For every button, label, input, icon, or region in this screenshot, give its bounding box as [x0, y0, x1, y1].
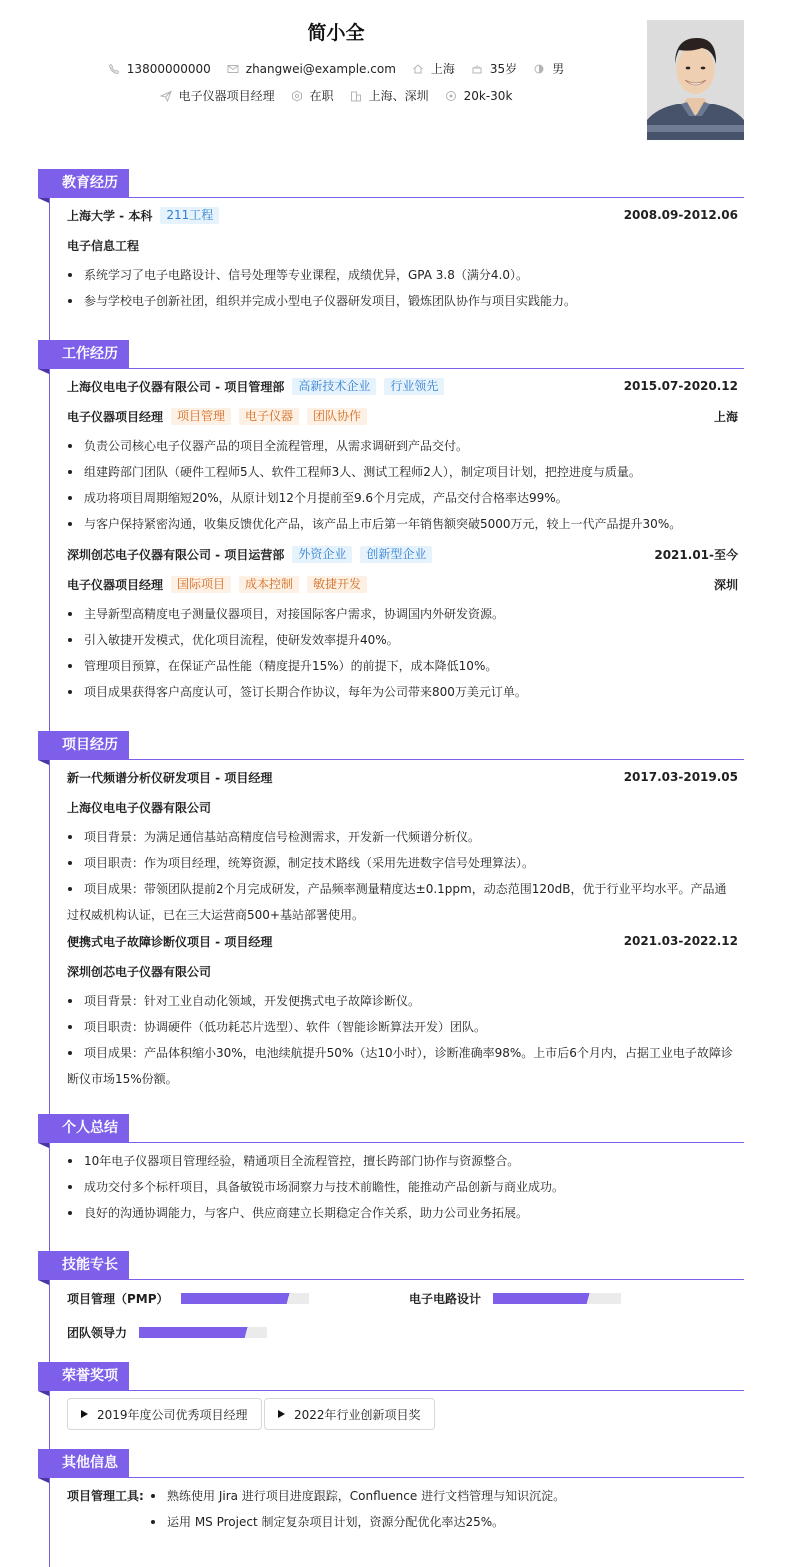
- company-tag: 创新型企业: [360, 546, 432, 563]
- phone-text: 13800000000: [126, 61, 211, 76]
- avatar: [647, 20, 744, 140]
- salary-info: [445, 89, 513, 103]
- role-tag: 电子仪器: [239, 408, 299, 425]
- list-item: 熟练使用 Jira 进行项目进度跟踪，Confluence 进行文档管理与知识沉淀。: [150, 1483, 740, 1509]
- education-bullets: [67, 262, 738, 314]
- position-text: 电子仪器项目经理: [178, 89, 275, 103]
- work-date: 2015.07-2020.12: [623, 379, 738, 393]
- work-date: 2021.01-至今: [654, 547, 738, 562]
- skill-bar: [181, 1293, 309, 1304]
- target-city-text: 上海、深圳: [368, 89, 429, 103]
- project-date: 2021.03-2022.12: [623, 934, 738, 948]
- section-title-fold: [38, 1143, 49, 1148]
- section-title-fold: [38, 1280, 49, 1285]
- work-location: 深圳: [713, 577, 738, 592]
- send-icon: [160, 90, 172, 102]
- role-tag: 敏捷开发: [307, 576, 367, 593]
- company-name: 上海仪电电子仪器有限公司 - 项目管理部: [67, 379, 285, 394]
- skill-label: 团队领导力: [67, 1325, 128, 1340]
- section-divider: [129, 368, 744, 369]
- list-item: 项目职责：协调硬件（低功耗芯片选型）、软件（智能诊断算法开发）团队。: [67, 1014, 738, 1040]
- list-item: 引入敏捷开发模式，优化项目流程，使研发效率提升40%。: [67, 627, 738, 653]
- list-item: 项目职责：作为项目经理，统筹资源，制定技术路线（采用先进数字信号处理算法）。: [67, 850, 738, 876]
- project-bullets-2: [67, 988, 738, 1092]
- list-item: 项目背景：为满足通信基站高精度信号检测需求，开发新一代频谱分析仪。: [67, 824, 738, 850]
- summary-bullets: [67, 1148, 738, 1226]
- home-icon: [412, 63, 424, 75]
- skill-label: 电子电路设计: [409, 1291, 482, 1306]
- section-title-fold: [38, 198, 49, 203]
- skill-bar-fill: [493, 1293, 595, 1304]
- school-tag: 211工程: [160, 207, 219, 224]
- list-item: 参与学校电子创新社团，组织并完成小型电子仪器研发项目，锻炼团队协作与项目实践能力。: [67, 288, 738, 314]
- other-label: 项目管理工具:: [67, 1489, 144, 1503]
- major: 电子信息工程: [67, 238, 140, 253]
- role-tag: 成本控制: [239, 576, 299, 593]
- company-tag: 行业领先: [384, 378, 444, 395]
- list-item: 主导新型高精度电子测量仪器项目，对接国际客户需求，协调国内外研发资源。: [67, 601, 738, 627]
- position-info: [160, 87, 275, 104]
- award-item[interactable]: [67, 1398, 262, 1430]
- list-item: 与客户保持紧密沟通，收集反馈优化产品，该产品上市后第一年销售额突破5000万元，较上一代产品提升30%。: [67, 511, 738, 537]
- work-role-1: [67, 407, 738, 425]
- education-header: [67, 206, 738, 224]
- list-item: 运用 MS Project 制定复杂项目计划，资源分配优化率达25%。: [150, 1509, 740, 1535]
- project-company: 上海仪电电子仪器有限公司: [67, 800, 212, 815]
- list-item: 成功交付多个标杆项目，具备敏锐市场洞察力与技术前瞻性，能推动产品创新与商业成功。: [67, 1174, 738, 1200]
- skill-bar: [139, 1327, 267, 1338]
- project-title: 新一代频谱分析仪研发项目 - 项目经理: [67, 770, 273, 785]
- section-title-summary: 个人总结: [38, 1114, 129, 1143]
- skill-item: [409, 1289, 621, 1307]
- phone-icon: [108, 63, 120, 75]
- skill-item: [67, 1323, 267, 1341]
- award-label: 2022年行业创新项目奖: [294, 1407, 421, 1422]
- company-name: 深圳创芯电子仪器有限公司 - 项目运营部: [67, 547, 285, 562]
- school-name: 上海大学 - 本科: [67, 208, 153, 223]
- salary-text: 20k-30k: [463, 88, 513, 103]
- list-item: 项目成果：产品体积缩小30%，电池续航提升50%（达10小时），诊断准确率98%。上市后6个月内，占据工业电子故障诊断仪市场15%份额。: [67, 1040, 738, 1092]
- list-item: 项目背景：针对工业自动化领域，开发便携式电子故障诊断仪。: [67, 988, 738, 1014]
- section-divider: [129, 1477, 744, 1478]
- project-title: 便携式电子故障诊断仪项目 - 项目经理: [67, 934, 273, 949]
- skill-bar-fill: [139, 1327, 254, 1338]
- play-icon: [278, 1410, 285, 1418]
- section-divider: [129, 1142, 744, 1143]
- role-tag: 团队协作: [307, 408, 367, 425]
- section-title-fold: [38, 1478, 49, 1483]
- list-item: 负责公司核心电子仪器产品的项目全流程管理，从需求调研到产品交付。: [67, 433, 738, 459]
- work-header-1: [67, 377, 738, 395]
- section-title-fold: [38, 1391, 49, 1396]
- status-text: 在职: [309, 89, 334, 103]
- section-title-other: 其他信息: [38, 1449, 129, 1478]
- list-item: 成功将项目周期缩短20%，从原计划12个月提前至9.6个月完成，产品交付合格率达99%。: [67, 485, 738, 511]
- project-company-2: [67, 962, 738, 980]
- candidate-name: 简小全: [307, 22, 365, 44]
- city-text: 上海: [430, 62, 455, 76]
- city-info: [412, 60, 455, 77]
- award-label: 2019年度公司优秀项目经理: [97, 1407, 248, 1422]
- section-title-fold: [38, 760, 49, 765]
- project-header-1: [67, 768, 738, 786]
- section-title-fold: [38, 369, 49, 374]
- project-bullets-1: [67, 824, 738, 928]
- gender-info: [533, 60, 564, 77]
- list-item: 系统学习了电子电路设计、信号处理等专业课程，成绩优异，GPA 3.8（满分4.0）。: [67, 262, 738, 288]
- age-info: [471, 60, 517, 77]
- award-item[interactable]: [264, 1398, 435, 1430]
- company-tag: 外资企业: [292, 546, 352, 563]
- salary-icon: [445, 90, 457, 102]
- work-role-2: [67, 575, 738, 593]
- section-divider: [129, 1390, 744, 1391]
- project-company: 深圳创芯电子仪器有限公司: [67, 964, 212, 979]
- section-divider: [129, 197, 744, 198]
- skill-item: [67, 1289, 309, 1307]
- section-title-awards: 荣誉奖项: [38, 1362, 129, 1391]
- list-item: 10年电子仪器项目管理经验，精通项目全流程管控，擅长跨部门协作与资源整合。: [67, 1148, 738, 1174]
- target-city-info: [350, 87, 429, 104]
- project-header-2: [67, 932, 738, 950]
- list-item: 管理项目预算，在保证产品性能（精度提升15%）的前提下，成本降低10%。: [67, 653, 738, 679]
- age-icon: [471, 63, 483, 75]
- age-text: 35岁: [489, 62, 518, 76]
- gender-text: 男: [552, 62, 565, 76]
- role-tag: 国际项目: [171, 576, 231, 593]
- email-info: [227, 62, 396, 76]
- section-divider: [129, 759, 744, 760]
- gender-icon: [533, 63, 545, 75]
- section-divider: [129, 1279, 744, 1280]
- project-company-1: [67, 798, 738, 816]
- list-item: 项目成果获得客户高度认可，签订长期合作协议，每年为公司带来800万美元订单。: [67, 679, 738, 705]
- section-title-education: 教育经历: [38, 169, 129, 198]
- phone-info: [108, 62, 211, 76]
- building-icon: [350, 90, 362, 102]
- skill-bar-fill: [181, 1293, 296, 1304]
- work-location: 上海: [713, 409, 738, 424]
- education-date: 2008.09-2012.06: [623, 208, 738, 222]
- skill-label: 项目管理（PMP）: [67, 1291, 169, 1306]
- list-item: 项目成果：带领团队提前2个月完成研发，产品频率测量精度达±0.1ppm，动态范围120dB，优于行业平均水平。产品通过权威机构认证，已在三大运营商500+基站部署使用。: [67, 876, 738, 928]
- status-icon: [291, 90, 303, 102]
- role-name: 电子仪器项目经理: [67, 577, 164, 592]
- list-item: 良好的沟通协调能力，与客户、供应商建立长期稳定合作关系，助力公司业务拓展。: [67, 1200, 738, 1226]
- major-row: [67, 236, 738, 254]
- role-tag: 项目管理: [171, 408, 231, 425]
- play-icon: [81, 1410, 88, 1418]
- work-bullets-1: [67, 433, 738, 537]
- project-date: 2017.03-2019.05: [623, 770, 738, 784]
- job-intent-row: [0, 87, 672, 104]
- other-bullets: [150, 1483, 740, 1535]
- company-tag: 高新技术企业: [292, 378, 376, 395]
- section-title-work: 工作经历: [38, 340, 129, 369]
- contact-row: [0, 60, 672, 77]
- work-header-2: [67, 545, 738, 563]
- email-text: zhangwei@example.com: [245, 61, 396, 76]
- section-title-skills: 技能专长: [38, 1251, 129, 1280]
- section-title-projects: 项目经历: [38, 731, 129, 760]
- work-bullets-2: [67, 601, 738, 705]
- mail-icon: [227, 63, 239, 75]
- skill-bar: [493, 1293, 621, 1304]
- list-item: 组建跨部门团队（硬件工程师5人、软件工程师3人、测试工程师2人），制定项目计划，把控进度与质量。: [67, 459, 738, 485]
- role-name: 电子仪器项目经理: [67, 409, 164, 424]
- status-info: [291, 87, 334, 104]
